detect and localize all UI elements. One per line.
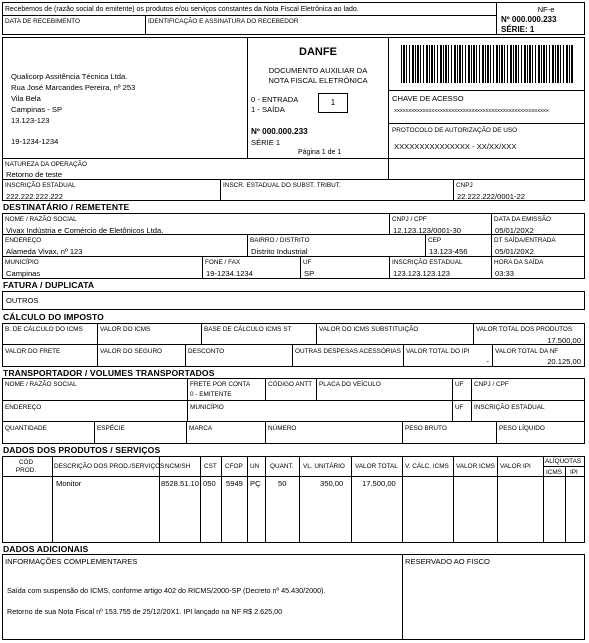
imp-v-icms-st-label: VALOR DO ICMS SUBSTITUIÇÃO bbox=[319, 326, 419, 333]
imp-bc-icms-st bbox=[201, 323, 317, 345]
ie-emitente-box bbox=[2, 179, 221, 201]
tr-peso-bruto bbox=[402, 421, 497, 444]
tr-peso-liquido-label: PESO LÍQUIDO bbox=[499, 425, 545, 432]
canhoto-nfe-box bbox=[496, 2, 585, 35]
info-complementares-box bbox=[2, 554, 403, 640]
canhoto-nfe: NF-e bbox=[537, 5, 555, 14]
imp-bc-icms bbox=[2, 323, 98, 345]
section-fatura: FATURA / DUPLICATA bbox=[3, 280, 95, 290]
danfe-subtitulo2: NOTA FISCAL ELETRÔNICA bbox=[268, 76, 368, 85]
section-imposto: CÁLCULO DO IMPOSTO bbox=[3, 312, 104, 322]
td-quant: 50 bbox=[278, 479, 287, 488]
tr-ie-label: INSCRIÇÃO ESTADUAL bbox=[474, 404, 545, 411]
th-vicms: VALOR ICMS bbox=[456, 463, 495, 470]
imp-outras bbox=[292, 344, 404, 367]
section-adicionais: DADOS ADICIONAIS bbox=[3, 544, 89, 554]
dest-municipio-label: MUNICÍPIO bbox=[5, 259, 39, 266]
danfe-numero: Nº 000.000.233 bbox=[251, 127, 308, 136]
cnpj-emitente-label: CNPJ bbox=[456, 182, 473, 189]
imp-v-prod bbox=[473, 323, 585, 345]
dest-cnpj-label: CNPJ / CPF bbox=[392, 216, 427, 223]
cnpj-emitente-valor: 22.222.222/0001-22 bbox=[457, 192, 525, 201]
dest-cep-box bbox=[425, 234, 492, 257]
natureza-vazio bbox=[388, 158, 585, 180]
dest-nome-label: NOME / RAZÃO SOCIAL bbox=[5, 216, 77, 223]
protocolo-valor: XXXXXXXXXXXXXXX - XX/XX/XXX bbox=[394, 142, 517, 151]
emitente-box bbox=[2, 37, 248, 159]
tr-marca-label: MARCA bbox=[189, 425, 213, 432]
dest-emissao: 05/01/20X2 bbox=[495, 226, 534, 235]
dest-endereco: Alameda Vivax, nº 123 bbox=[6, 247, 83, 256]
dest-nome-box bbox=[2, 213, 390, 235]
tr-especie-label: ESPÉCIE bbox=[97, 425, 125, 432]
imp-v-nf: 20.125,00 bbox=[547, 357, 581, 366]
dest-emissao-label: DATA DA EMISSÃO bbox=[494, 216, 551, 223]
dest-uf-box bbox=[300, 256, 390, 279]
imp-v-ipi: - bbox=[486, 357, 489, 366]
dest-emissao-box bbox=[491, 213, 585, 235]
tr-peso-liquido bbox=[496, 421, 585, 444]
ie-st-label: INSCR. ESTADUAL DO SUBST. TRIBUT. bbox=[223, 182, 341, 189]
danfe-tipo-box bbox=[318, 93, 348, 113]
dest-dt-saida-label: DT SAÍDA/ENTRADA bbox=[494, 237, 556, 244]
dest-cnpj: 12.123.123/0001-30 bbox=[393, 226, 461, 235]
imp-v-seguro bbox=[97, 344, 186, 367]
natureza-box bbox=[2, 158, 389, 180]
dest-hora-box bbox=[491, 256, 585, 279]
reservado-fisco-label: RESERVADO AO FISCO bbox=[405, 557, 490, 566]
th-cst: CST bbox=[204, 463, 217, 470]
ie-st-box bbox=[220, 179, 454, 201]
th-descr: DESCRIÇÃO DOS PROD./SERVIÇOS bbox=[54, 463, 165, 470]
th-cod: CÓD PROD. bbox=[15, 459, 37, 474]
natureza-valor: Retorno de teste bbox=[6, 170, 63, 179]
dest-dt-saida: 05/01/20X2 bbox=[495, 247, 534, 256]
tr-numero-label: NÚMERO bbox=[268, 425, 297, 432]
tr-uf bbox=[452, 378, 472, 401]
tr-municipio-label: MUNICÍPIO bbox=[190, 404, 224, 411]
danfe-subtitulo1: DOCUMENTO AUXILIAR DA bbox=[268, 66, 368, 75]
canhoto-identificacao[interactable] bbox=[145, 15, 497, 35]
imp-v-icms bbox=[97, 323, 202, 345]
td-ncm: 8528.51.10 bbox=[161, 479, 200, 488]
td-cst: 050 bbox=[203, 479, 216, 488]
imp-v-icms-st bbox=[316, 323, 474, 345]
imp-v-prod: 17.500,00 bbox=[547, 336, 581, 345]
chave-acesso-box bbox=[388, 90, 585, 124]
canhoto-texto: Recebemos de (razão social do emitente) os produtos e/ou serviços constantes da Nota Fiscal Eletrônica ao lado. bbox=[5, 6, 359, 13]
section-transportador: TRANSPORTADOR / VOLUMES TRANSPORTADOS bbox=[3, 368, 215, 378]
imp-v-prod-label: VALOR TOTAL DOS PRODUTOS bbox=[476, 326, 573, 333]
dest-ie: 123.123.123.123 bbox=[393, 269, 451, 278]
th-ncm: NCM/SH bbox=[165, 463, 191, 470]
dest-hora: 03:33 bbox=[495, 269, 515, 278]
tr-frete: 0 - EMITENTE bbox=[190, 391, 232, 398]
tr-municipio bbox=[187, 400, 453, 422]
dest-uf-label: UF bbox=[303, 259, 312, 266]
td-vtotal: 17.500,00 bbox=[362, 479, 396, 488]
section-produtos: DADOS DOS PRODUTOS / SERVIÇOS bbox=[3, 445, 161, 455]
dest-nome: Vivax Indústria e Comércio de Eletônicos Ltda. bbox=[6, 226, 164, 235]
label-identificacao: IDENTIFICAÇÃO E ASSINATURA DO RECEBEDOR bbox=[148, 18, 299, 25]
th-vipi: VALOR IPI bbox=[500, 463, 531, 470]
dest-cep-label: CEP bbox=[428, 237, 442, 244]
danfe-entrada: 0 - ENTRADA bbox=[251, 95, 299, 104]
tr-placa bbox=[316, 378, 453, 401]
imp-outras-label: OUTRAS DESPESAS ACESSÓRIAS bbox=[295, 348, 401, 355]
tr-endereco bbox=[2, 400, 188, 422]
tr-cnpj-label: CNPJ / CPF bbox=[474, 381, 509, 388]
canhoto-texto-box bbox=[2, 2, 497, 16]
th-aliq-ipi: IPI bbox=[570, 469, 578, 476]
imp-v-frete-label: VALOR DO FRETE bbox=[5, 348, 61, 355]
tr-peso-bruto-label: PESO BRUTO bbox=[405, 425, 447, 432]
imp-v-nf-label: VALOR TOTAL DA NF bbox=[495, 348, 559, 355]
imp-desconto-label: DESCONTO bbox=[188, 348, 225, 355]
chave-acesso-label: CHAVE DE ACESSO bbox=[392, 94, 464, 103]
section-destinatario: DESTINATÁRIO / REMETENTE bbox=[3, 202, 130, 212]
dest-municipio-box bbox=[2, 256, 203, 279]
canhoto-serie: SÉRIE: 1 bbox=[501, 25, 535, 34]
emitente-endereco: Rua José Marcandes Pereira, nº 253 bbox=[11, 83, 136, 92]
dest-bairro-box bbox=[247, 234, 426, 257]
td-descr: Monitor bbox=[56, 479, 82, 488]
canhoto-data-recebimento[interactable] bbox=[2, 15, 146, 35]
emitente-nome: Qualicorp Assitência Técnica Ltda. bbox=[11, 72, 128, 81]
dest-hora-label: HORA DA SAÍDA bbox=[494, 259, 544, 266]
imp-v-icms-label: VALOR DO ICMS bbox=[100, 326, 151, 333]
dest-uf: SP bbox=[304, 269, 315, 278]
dest-endereco-label: ENDEREÇO bbox=[5, 237, 42, 244]
emitente-cidade: Campinas - SP bbox=[11, 105, 63, 114]
col-line bbox=[265, 456, 266, 543]
tr-especie bbox=[94, 421, 187, 444]
dest-bairro-label: BAIRRO / DISTRITO bbox=[250, 237, 310, 244]
fatura-valor: OUTROS bbox=[6, 296, 39, 305]
tr-marca bbox=[186, 421, 266, 444]
dest-cnpj-box bbox=[389, 213, 492, 235]
tr-nome bbox=[2, 378, 188, 401]
imp-v-nf bbox=[492, 344, 585, 367]
col-line bbox=[453, 456, 454, 543]
tr-nome-label: NOME / RAZÃO SOCIAL bbox=[5, 381, 77, 388]
col-line bbox=[221, 456, 222, 543]
col-line bbox=[565, 466, 566, 543]
tr-antt-label: CÓDIGO ANTT bbox=[268, 381, 313, 388]
aliq-line bbox=[543, 466, 585, 467]
emitente-bairro: Vila Bela bbox=[11, 94, 41, 103]
dest-ie-box bbox=[389, 256, 492, 279]
th-un: UN bbox=[250, 463, 260, 470]
ie-emitente-valor: 222.222.222.222 bbox=[6, 192, 64, 201]
barcode-box bbox=[388, 37, 585, 91]
tr-placa-label: PLACA DO VEÍCULO bbox=[319, 381, 381, 388]
col-line bbox=[351, 456, 352, 543]
tr-numero bbox=[265, 421, 403, 444]
th-aliq: ALÍQUOTAS bbox=[545, 458, 582, 465]
danfe-serie: SÉRIE 1 bbox=[251, 138, 281, 147]
tr-ie bbox=[471, 400, 585, 422]
chave-acesso-valor: XXXXXXXXXXXXXXXXXXXXXXXXXXXXXXXXXXXXXXXXXXXXXXXXXXXXXX bbox=[394, 108, 549, 113]
barcode-image bbox=[401, 45, 574, 83]
tr-quantidade-label: QUANTIDADE bbox=[5, 425, 47, 432]
dest-ie-label: INSCRIÇÃO ESTADUAL bbox=[392, 259, 463, 266]
tr-uf2-label: UF bbox=[455, 404, 464, 411]
col-line bbox=[497, 456, 498, 543]
imp-desconto bbox=[185, 344, 293, 367]
th-cfop: CFOP bbox=[225, 463, 243, 470]
td-cfop: 5949 bbox=[226, 479, 243, 488]
th-aliq-icms: ICMS bbox=[546, 469, 562, 476]
label-data-recebimento: DATA DE RECEBIMENTO bbox=[5, 18, 80, 25]
dest-fone-box bbox=[202, 256, 301, 279]
th-quant: QUANT. bbox=[270, 463, 294, 470]
th-vunit: VL. UNITÁRIO bbox=[303, 463, 345, 470]
cnpj-emitente-box bbox=[453, 179, 585, 201]
imp-v-seguro-label: VALOR DO SEGURO bbox=[100, 348, 163, 355]
danfe-box bbox=[247, 37, 389, 159]
fatura-box bbox=[2, 291, 585, 310]
imp-v-frete bbox=[2, 344, 98, 367]
canhoto-numero: Nº 000.000.233 bbox=[501, 15, 557, 24]
tr-antt bbox=[265, 378, 317, 401]
reservado-fisco-box bbox=[402, 554, 585, 640]
col-line bbox=[543, 456, 544, 543]
col-line bbox=[247, 456, 248, 543]
th-vbc: V. CÁLC. ICMS bbox=[405, 463, 449, 470]
dest-fone-label: FONE / FAX bbox=[205, 259, 241, 266]
col-line bbox=[52, 456, 53, 543]
tr-quantidade bbox=[2, 421, 95, 444]
tr-frete bbox=[187, 378, 266, 401]
td-un: PÇ bbox=[250, 479, 261, 488]
dest-endereco-box bbox=[2, 234, 248, 257]
danfe-saida: 1 - SAÍDA bbox=[251, 105, 285, 114]
imp-bc-icms-st-label: BASE DE CÁLCULO ICMS ST bbox=[204, 326, 292, 333]
info-linha1: Saída com suspensão do ICMS, conforme artigo 402 do RICMS/2000-SP (Decreto nº 45.430/2000). bbox=[7, 586, 326, 595]
dest-municipio: Campinas bbox=[6, 269, 41, 278]
emitente-telefone: 19-1234-1234 bbox=[11, 137, 59, 146]
tr-cnpj bbox=[471, 378, 585, 401]
natureza-label: NATUREZA DA OPERAÇÃO bbox=[5, 161, 87, 168]
info-linha2: Retorno de sua Nota Fiscal nº 153.755 de 25/12/20X1. IPI lançado na NF R$ 2.625,00 bbox=[7, 607, 283, 616]
danfe-titulo: DANFE bbox=[299, 46, 337, 58]
col-line bbox=[299, 456, 300, 543]
tr-endereco-label: ENDEREÇO bbox=[5, 404, 42, 411]
protocolo-box bbox=[388, 123, 585, 159]
emitente-cep: 13.123-123 bbox=[11, 116, 50, 125]
imp-v-ipi bbox=[403, 344, 493, 367]
imp-bc-icms-label: B. DE CÁLCULO DO ICMS bbox=[5, 326, 83, 333]
dest-dt-saida-box bbox=[491, 234, 585, 257]
tr-uf2 bbox=[452, 400, 472, 422]
td-vunit: 350,00 bbox=[320, 479, 344, 488]
th-vtotal: VALOR TOTAL bbox=[355, 463, 398, 470]
tr-frete-label: FRETE POR CONTA bbox=[190, 381, 251, 388]
dest-cep: 13.123-456 bbox=[429, 247, 468, 256]
ie-emitente-label: INSCRIÇÃO ESTADUAL bbox=[5, 182, 76, 189]
danfe-pagina: Página 1 de 1 bbox=[298, 149, 342, 156]
dest-fone: 19-1234.1234 bbox=[206, 269, 253, 278]
danfe-tipo: 1 bbox=[330, 98, 336, 107]
imp-v-ipi-label: VALOR TOTAL DO IPI bbox=[406, 348, 470, 355]
info-complementares-label: INFORMAÇÕES COMPLEMENTARES bbox=[5, 557, 138, 566]
tr-uf-label: UF bbox=[455, 381, 464, 388]
protocolo-label: PROTOCOLO DE AUTORIZAÇÃO DE USO bbox=[392, 127, 518, 134]
col-line bbox=[200, 456, 201, 543]
col-line bbox=[402, 456, 403, 543]
dest-bairro: Distrito Industrial bbox=[251, 247, 308, 256]
